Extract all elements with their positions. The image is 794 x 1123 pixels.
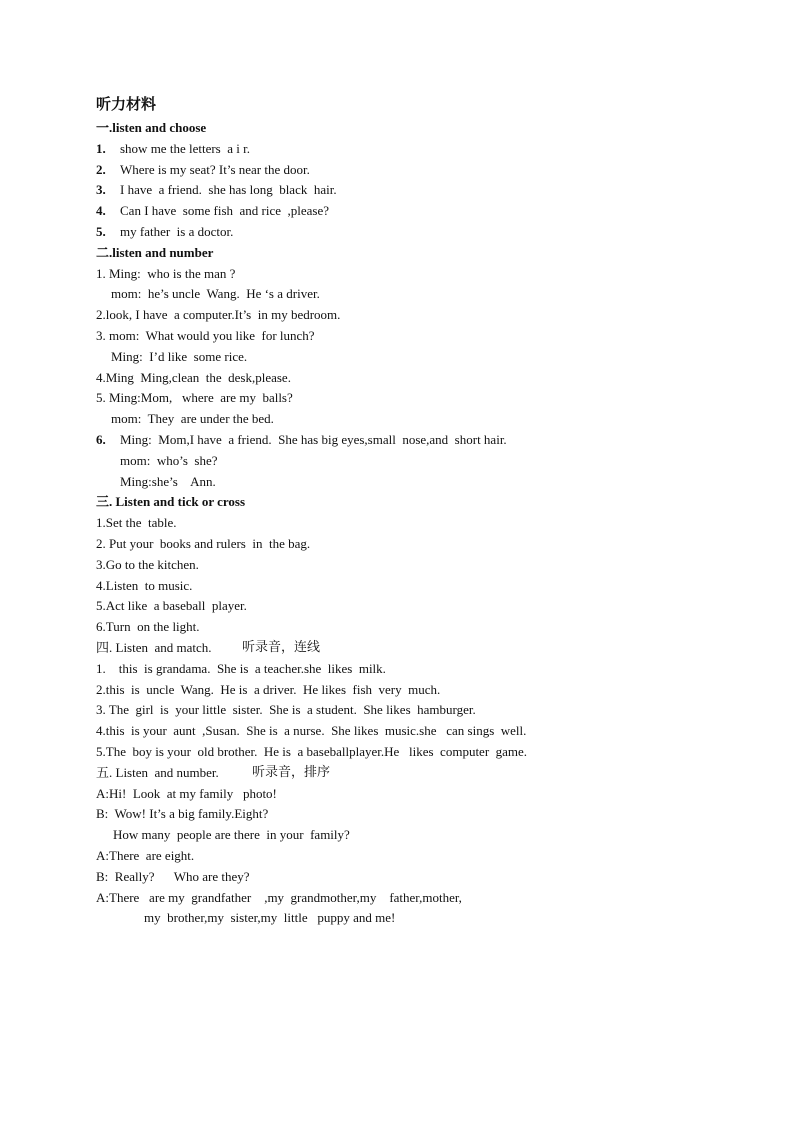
text-line: mom: he’s uncle Wang. He ‘s a driver.: [111, 286, 320, 301]
text-line: 6.Turn on the light.: [96, 619, 200, 634]
item-text: Can I have some fish and rice ,please?: [120, 203, 330, 218]
text-line: 2. Put your books and rulers in the bag.: [96, 536, 311, 551]
item-text: Where is my seat? It’s near the door.: [120, 162, 310, 177]
item-text: show me the letters a i r.: [120, 141, 250, 156]
text-line: A:Hi! Look at my family photo!: [96, 786, 277, 801]
text-line: Ming:she’s Ann.: [120, 474, 216, 489]
text-line: mom: who’s she?: [120, 453, 218, 468]
item-number: 5.: [96, 224, 106, 239]
text-line: 2.this is uncle Wang. He is a driver. He likes fish very much.: [96, 682, 441, 697]
section-5-heading-cn: 听录音，排序: [252, 765, 331, 780]
list-item: [96, 432, 507, 448]
item-number: 2.: [96, 162, 106, 177]
text-line: Ming: I’d like some rice.: [111, 349, 248, 364]
section-5-heading-en: 五. Listen and number.: [96, 765, 219, 780]
list-item: [96, 182, 337, 198]
item-number: 6.: [96, 432, 106, 447]
text-line: A:There are eight.: [96, 848, 195, 863]
section-5-heading: [96, 765, 331, 781]
text-line: 5.Act like a baseball player.: [96, 598, 247, 613]
section-4-heading: [96, 640, 321, 656]
text-line: 4.this is your aunt ,Susan. She is a nurse. She likes music.she can sings well.: [96, 723, 527, 738]
list-item: [96, 224, 234, 240]
text-line: 4.Listen to music.: [96, 578, 193, 593]
section-1-heading: 一.listen and choose: [96, 120, 207, 135]
text-line: mom: They are under the bed.: [111, 411, 274, 426]
text-line: 1. Ming: who is the man ?: [96, 266, 236, 281]
text-line: 2.look, I have a computer.It’s in my bedroom.: [96, 307, 341, 322]
text-line: 1. this is grandama. She is a teacher.she likes milk.: [96, 661, 386, 676]
text-line: 3. mom: What would you like for lunch?: [96, 328, 315, 343]
text-line: B: Wow! It’s a big family.Eight?: [96, 806, 269, 821]
item-number: 4.: [96, 203, 106, 218]
item-text: I have a friend. she has long black hair.: [120, 182, 337, 197]
text-line: my brother,my sister,my little puppy and me!: [144, 910, 396, 925]
text-line: 3.Go to the kitchen.: [96, 557, 199, 572]
text-line: B: Really? Who are they?: [96, 869, 250, 884]
text-line: 3. The girl is your little sister. She is a student. She likes hamburger.: [96, 702, 476, 717]
item-number: 1.: [96, 141, 106, 156]
text-line: A:There are my grandfather ,my grandmother,my father,mother,: [96, 890, 462, 905]
text-line: How many people are there in your family?: [113, 827, 350, 842]
list-item: [96, 162, 310, 178]
item-text: Ming: Mom,I have a friend. She has big eyes,small nose,and short hair.: [120, 432, 507, 447]
text-line: 4.Ming Ming,clean the desk,please.: [96, 370, 291, 385]
text-line: 5. Ming:Mom, where are my balls?: [96, 390, 293, 405]
section-4-heading-en: 四. Listen and match.: [96, 640, 212, 655]
list-item: [96, 141, 250, 157]
section-2-heading: 二.listen and number: [96, 245, 214, 260]
text-line: 5.The boy is your old brother. He is a baseballplayer.He likes computer game.: [96, 744, 528, 759]
item-number: 3.: [96, 182, 106, 197]
list-item: [96, 203, 330, 219]
section-3-heading: 三. Listen and tick or cross: [96, 494, 246, 509]
section-4-heading-cn: 听录音，连线: [242, 640, 321, 655]
document-title: 听力材料: [96, 97, 157, 113]
item-text: my father is a doctor.: [120, 224, 234, 239]
text-line: 1.Set the table.: [96, 515, 177, 530]
